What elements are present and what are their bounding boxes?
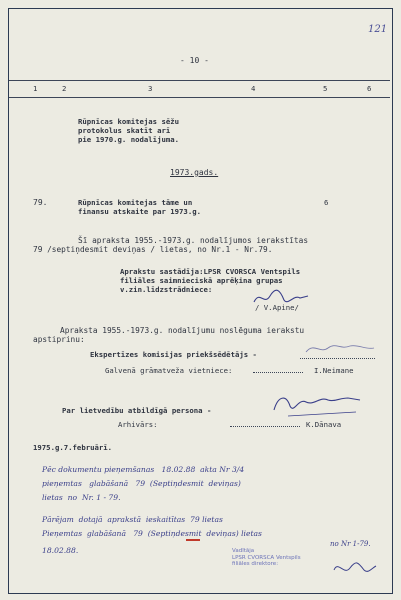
summary-line-1: Šī apraksta 1955.-1973.g. nodalījumos ierakstītas — [78, 236, 309, 245]
note-line-2: protokolus skatīt arī — [78, 126, 171, 135]
column-number-1: 1 — [33, 84, 38, 93]
column-number-6: 6 — [367, 84, 372, 93]
archivist-signature-line — [230, 426, 300, 427]
chief-accountant-name: I.Neimane — [314, 366, 354, 375]
chief-accountant-signature-line — [253, 372, 303, 373]
entry-pages: 6 — [324, 198, 329, 207]
document-date: 1975.g.7.februārī. — [33, 443, 113, 452]
handwritten-line-4: Pārējam dotajā aprakstā ieskaitītas 79 lietas — [42, 515, 223, 524]
handwritten-line-5: Pieņemtas glabāšanā 79 (Septiņdesmit deviņas) lietas — [42, 529, 262, 538]
column-number-3: 3 — [148, 84, 153, 93]
entry-title-line-1: Rūpnīcas komitejas tāme un — [78, 198, 193, 207]
approval-line-1: Apraksta 1955.-1973.g. nodalījumu noslēguma ierakstu — [60, 326, 305, 335]
director-stamp — [232, 548, 301, 568]
commission-chair-signature-line — [300, 358, 375, 359]
year-heading: 1973.gads. — [170, 168, 219, 177]
director-signature — [330, 556, 380, 582]
entry-number: 79. — [33, 198, 48, 207]
handwritten-date: 18.02.88. — [42, 546, 79, 555]
column-number-2: 2 — [62, 84, 67, 93]
red-underline-mark — [186, 539, 200, 541]
entry-title-line-2: finansu atskaite par 1973.g. — [78, 207, 202, 216]
compiler-name: / V.Apine/ — [255, 303, 299, 312]
commission-chair-signature — [300, 340, 380, 360]
stamp-line-3: filiāles direktore: — [232, 561, 279, 567]
note-line-1: Rūpnīcas komitejas sēžu — [78, 117, 180, 126]
handwritten-line-5b: no Nr 1-79. — [330, 540, 371, 548]
handwritten-line-3: lietas no Nr. 1 - 79. — [42, 493, 121, 502]
page-number: - 10 - — [180, 56, 209, 65]
note-line-3: pie 1970.g. nodalījuma. — [78, 135, 180, 144]
corner-page-number: 121 — [368, 24, 388, 35]
compiler-line-1: Aprakstu sastādīja:LPSR CVORSCA Ventspils — [120, 267, 301, 276]
stamp-line-1: Vadītāja — [232, 548, 255, 554]
archivist-name: K.Dānava — [306, 420, 342, 429]
commission-chair-label: Ekspertīzes komisijas priekšsēdētājs - — [90, 350, 257, 359]
summary-line-2: 79 /septiņdesmit deviņas / lietas, no Nr.1 - Nr.79. — [33, 245, 273, 254]
column-header-bottom-rule — [9, 97, 390, 98]
archive-responsible-label: Par lietvedību atbildīgā persona - — [62, 406, 212, 415]
page-border — [8, 8, 393, 594]
column-number-5: 5 — [323, 84, 328, 93]
chief-accountant-label: Galvenā grāmatveža vietniece: — [105, 366, 233, 375]
compiler-line-2: filiāles saimnieciskā aprēķina grupas — [120, 276, 283, 285]
handwritten-line-2: pieņemtas glabāšanā 79 (Septiņdesmit deviņas) — [42, 479, 241, 488]
column-number-4: 4 — [251, 84, 256, 93]
column-header-top-rule — [9, 80, 390, 81]
archivist-signature — [268, 388, 368, 422]
approval-line-2: apstiprinu: — [33, 335, 85, 344]
compiler-line-3: v.zin.līdzstrādniece: — [120, 285, 213, 294]
handwritten-line-1: Pēc dokumentu pieņemšanas 18.02.88 akta Nr 3/4 — [42, 465, 245, 474]
stamp-line-2: LPSR CVORSCA Ventspils — [232, 554, 301, 561]
archivist-role: Arhivārs: — [118, 420, 158, 429]
